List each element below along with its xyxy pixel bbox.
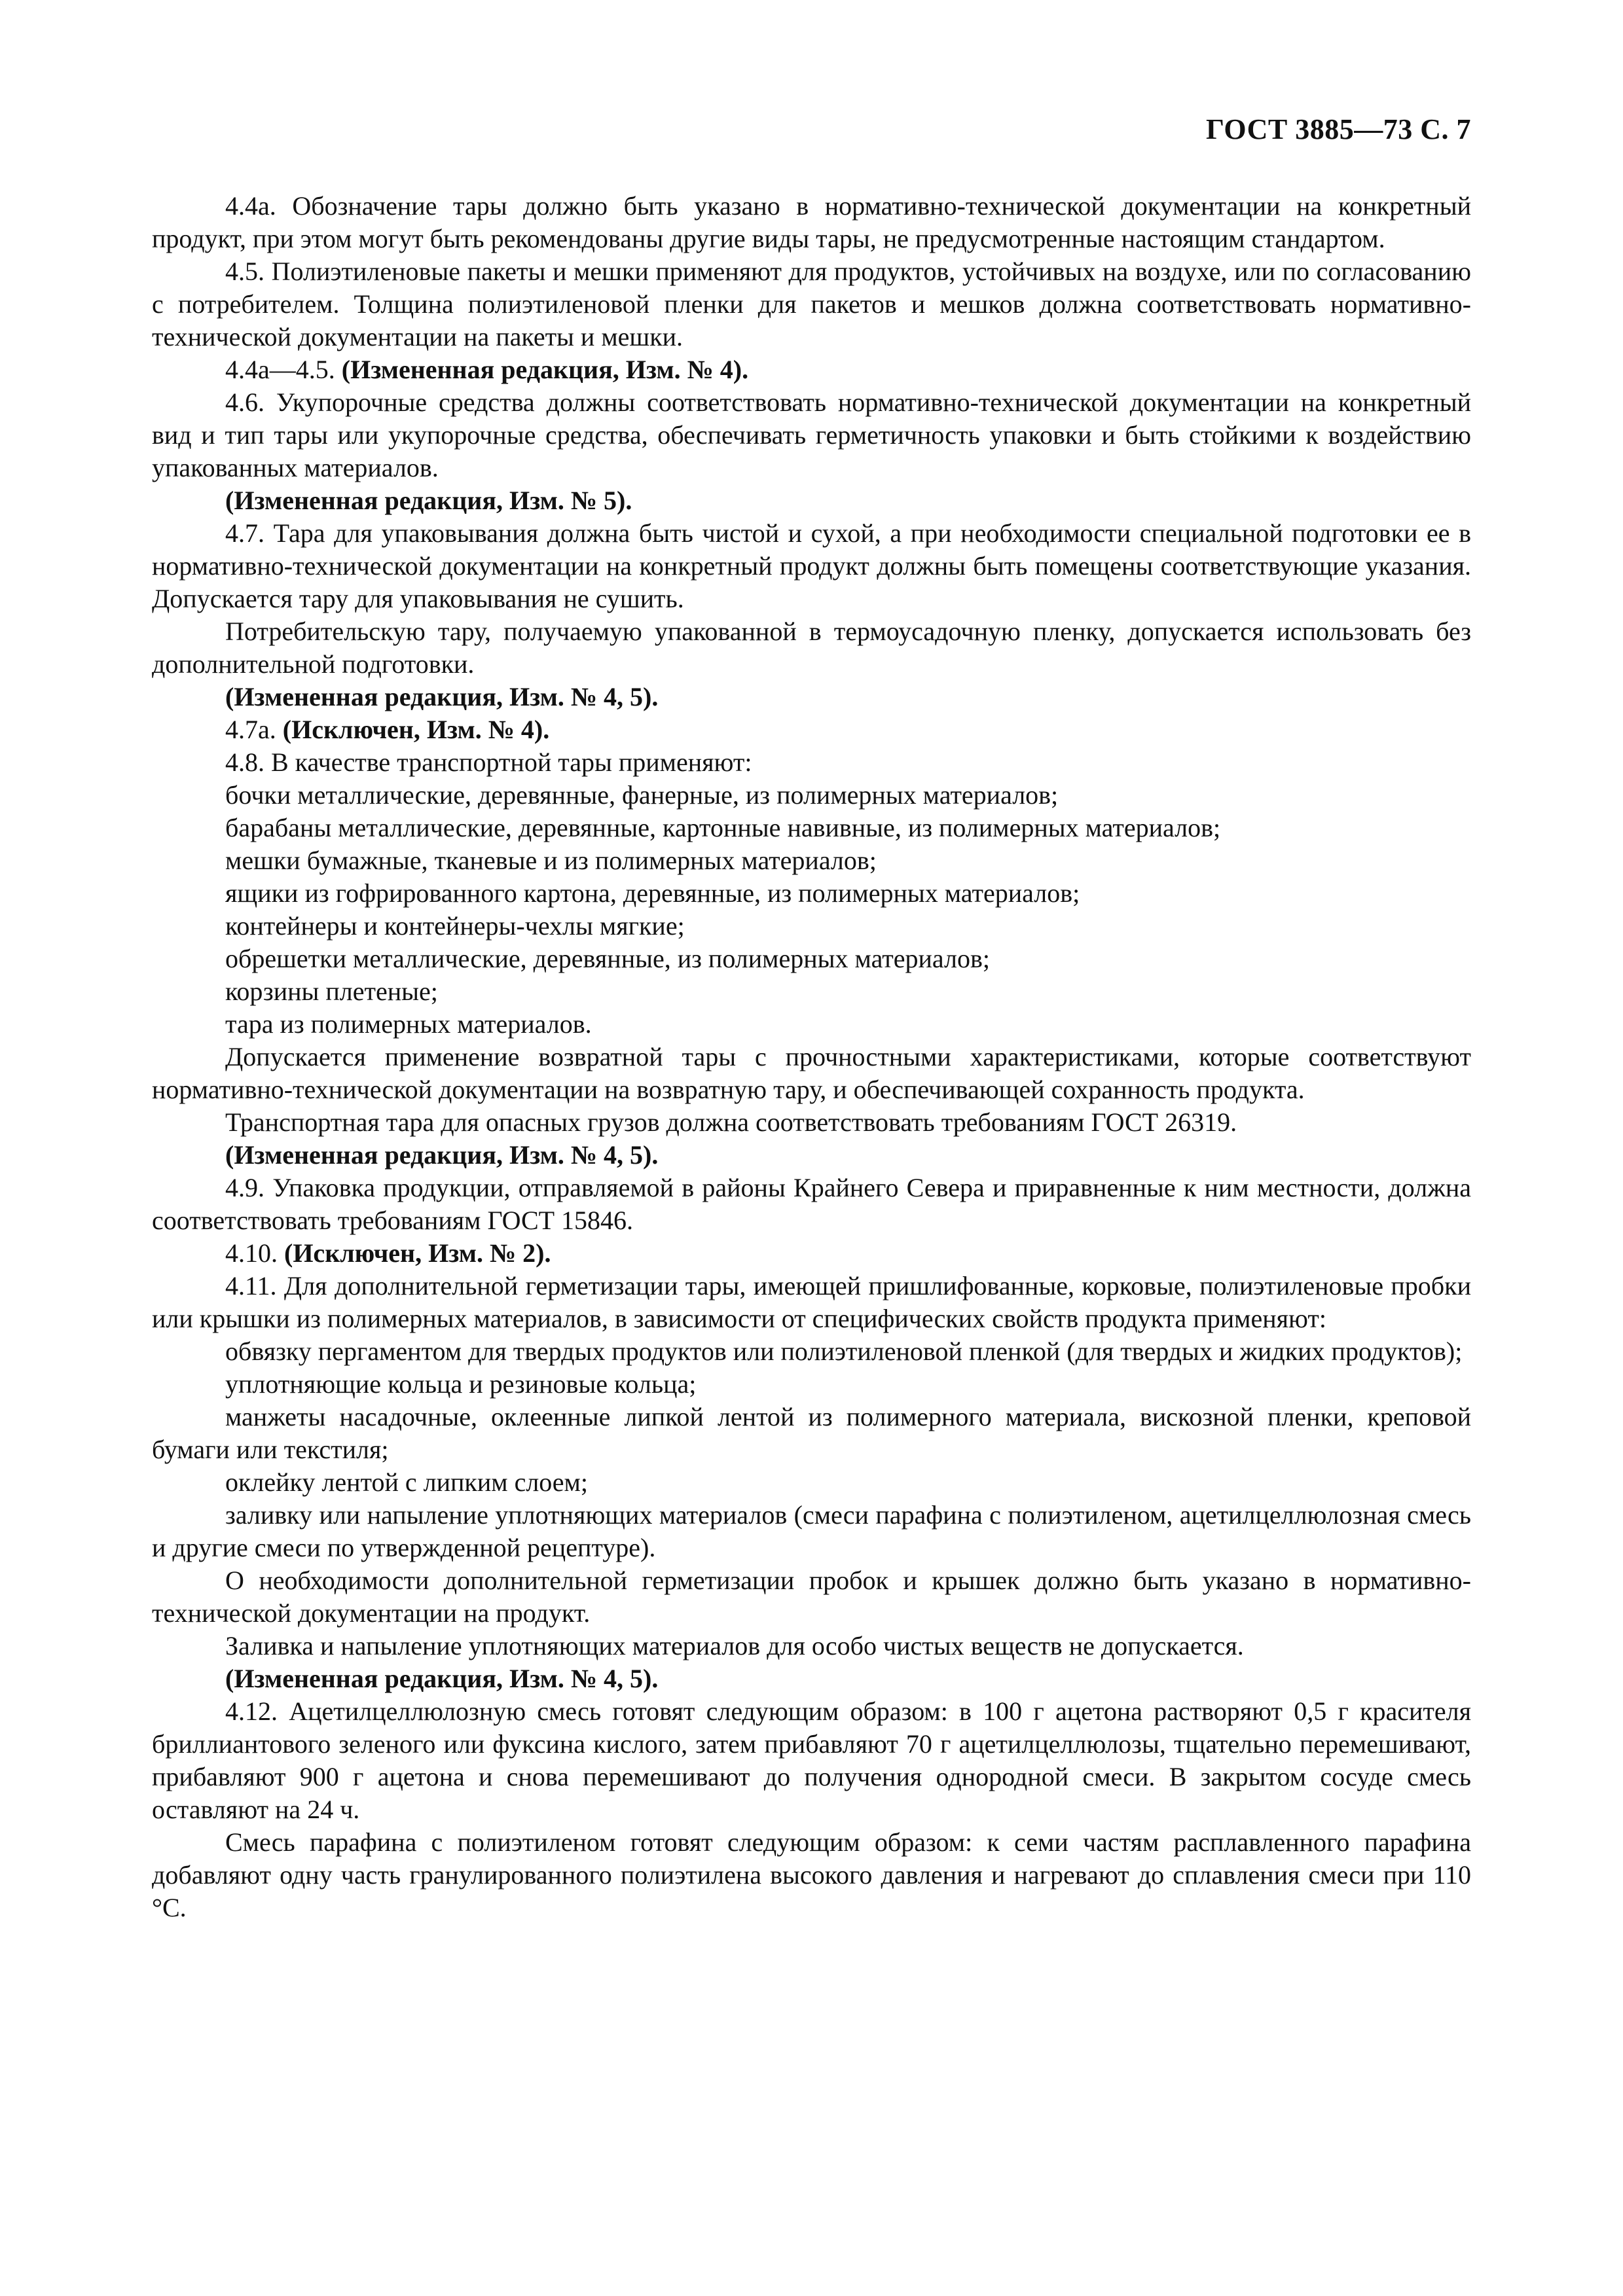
section-paragraphs-4-4a-to-4-8 xyxy=(152,190,1471,779)
paragraph xyxy=(152,255,1471,353)
amendment-note: (Измененная редакция, Изм. № 4, 5). xyxy=(225,682,659,711)
clause-number: 4.12. xyxy=(225,1696,278,1726)
clause-number: 4.4а. xyxy=(225,191,276,221)
paragraph-text: Тара для упаковывания должна быть чистой и сухой, а при необходимости специальной подготовки ее в нормативно-технической документации на конкретный продукт должны быть помещены соответствующие указания. Допускается тару для упаковывания не сушить. xyxy=(152,518,1471,613)
paragraph xyxy=(152,1270,1471,1335)
list-item: манжеты насадочные, оклеенные липкой лентой из полимерного материала, вискозной пленки, креповой бумаги или текстиля; xyxy=(152,1402,1471,1464)
list-item: тара из полимерных материалов. xyxy=(225,1009,592,1039)
paragraph-text: Укупорочные средства должны соответствовать нормативно-технической документации на конкретный вид и тип тары или укупорочные средства, обеспечивать герметичность упаковки и быть стойкими к воздействию упакованных материалов. xyxy=(152,387,1471,482)
amendment-note: (Измененная редакция, Изм. № 5). xyxy=(225,486,632,515)
document-body xyxy=(152,190,1471,1924)
paragraph xyxy=(152,681,1471,713)
section-paragraphs-4-11-to-4-12 xyxy=(152,1564,1471,1924)
list-item: мешки бумажные, тканевые и из полимерных материалов; xyxy=(225,846,877,875)
list-item: обвязку пергаментом для твердых продуктов или полиэтиленовой пленкой (для твердых и жидких продуктов); xyxy=(225,1336,1463,1366)
clause-number: 4.7а. xyxy=(225,715,276,744)
paragraph-text: Смесь парафина с полиэтиленом готовят следующим образом: к семи частям расплавленного парафина добавляют одну часть гранулированного полиэтилена высокого давления и нагревают до сплавления смеси при 110 °С. xyxy=(152,1827,1471,1922)
paragraph xyxy=(152,746,1471,779)
paragraph xyxy=(152,615,1471,681)
paragraph-text xyxy=(335,355,342,384)
amendment-note: (Измененная редакция, Изм. № 4). xyxy=(341,355,749,384)
list-item: барабаны металлические, деревянные, картонные навивные, из полимерных материалов; xyxy=(225,813,1221,842)
list-item: оклейку лентой с липким слоем; xyxy=(225,1467,588,1497)
amendment-note: (Исключен, Изм. № 2). xyxy=(284,1238,551,1268)
paragraph xyxy=(152,713,1471,746)
paragraph-text: В качестве транспортной тары применяют: xyxy=(264,747,752,777)
paragraph-text: Полиэтиленовые пакеты и мешки применяют для продуктов, устойчивых на воздухе, или по согласованию с потребителем. Толщина полиэтиленовой пленки для пакетов и мешков должна соответствовать нормативно-технической документации на пакеты и мешки. xyxy=(152,257,1471,351)
clause-number: 4.5. xyxy=(225,257,264,286)
paragraph-text: Упаковка продукции, отправляемой в районы Крайнего Севера и приравненные к ним местности, должна соответствовать требованиям ГОСТ 15846. xyxy=(152,1173,1471,1235)
paragraph-text xyxy=(278,1238,284,1268)
paragraph-text: Заливка и напыление уплотняющих материалов для особо чистых веществ не допускается. xyxy=(225,1631,1244,1660)
clause-number: 4.11. xyxy=(225,1271,277,1300)
clause-number: 4.7. xyxy=(225,518,264,548)
list-item: обрешетки металлические, деревянные, из полимерных материалов; xyxy=(225,944,990,973)
list-item: уплотняющие кольца и резиновые кольца; xyxy=(225,1369,697,1399)
list-item: контейнеры и контейнеры-чехлы мягкие; xyxy=(225,911,685,941)
paragraph xyxy=(152,484,1471,517)
amendment-note: (Измененная редакция, Изм. № 4, 5). xyxy=(225,1140,659,1170)
paragraph xyxy=(152,1041,1471,1106)
list-item: корзины плетеные; xyxy=(225,977,438,1006)
paragraph-text: Обозначение тары должно быть указано в нормативно-технической документации на конкретный продукт, при этом могут быть рекомендованы другие виды тары, не предусмотренные настоящим стандартом. xyxy=(152,191,1471,253)
clause-number: 4.6. xyxy=(225,387,264,417)
paragraph-text: Транспортная тара для опасных грузов должна соответствовать требованиям ГОСТ 26319. xyxy=(225,1107,1237,1137)
paragraph-text: Потребительскую тару, получаемую упакованной в термоусадочную пленку, допускается использовать без дополнительной подготовки. xyxy=(152,617,1471,679)
list-sealing-methods xyxy=(152,1335,1471,1564)
paragraph xyxy=(152,1172,1471,1237)
paragraph xyxy=(152,190,1471,255)
paragraph xyxy=(152,353,1471,386)
paragraph-text: Ацетилцеллюлозную смесь готовят следующим образом: в 100 г ацетона растворяют 0,5 г красителя бриллиантового зеленого или фуксина кислого, затем прибавляют 70 г ацетилцеллюлозы, тщательно перемешивают, прибавляют 900 г ацетона и снова перемешивают до получения однородной смеси. В закрытом сосуде смесь оставляют на 24 ч. xyxy=(152,1696,1471,1824)
paragraph xyxy=(152,517,1471,615)
section-paragraphs-4-8-to-4-11 xyxy=(152,1041,1471,1335)
clause-number: 4.10. xyxy=(225,1238,278,1268)
paragraph xyxy=(152,1139,1471,1172)
clause-number: 4.9. xyxy=(225,1173,264,1202)
paragraph-text: Допускается применение возвратной тары с прочностными характеристиками, которые соответствуют нормативно-технической документации на возвратную тару, и обеспечивающей сохранность продукта. xyxy=(152,1042,1471,1104)
clause-number: 4.8. xyxy=(225,747,264,777)
paragraph-text: О необходимости дополнительной герметизации пробок и крышек должно быть указано в нормативно-технической документации на продукт. xyxy=(152,1566,1471,1628)
list-item: бочки металлические, деревянные, фанерные, из полимерных материалов; xyxy=(225,780,1059,810)
paragraph xyxy=(152,1662,1471,1695)
paragraph xyxy=(152,1695,1471,1826)
paragraph xyxy=(152,1564,1471,1630)
clause-number: 4.4а—4.5. xyxy=(225,355,335,384)
paragraph-text: Для дополнительной герметизации тары, имеющей пришлифованные, корковые, полиэтиленовые пробки или крышки из полимерных материалов, в зависимости от специфических свойств продукта применяют: xyxy=(152,1271,1471,1333)
paragraph xyxy=(152,1630,1471,1662)
paragraph xyxy=(152,1237,1471,1270)
list-transport-containers xyxy=(152,779,1471,1041)
amendment-note: (Исключен, Изм. № 4). xyxy=(282,715,550,744)
paragraph xyxy=(152,1826,1471,1924)
paragraph xyxy=(152,1106,1471,1139)
list-item: заливку или напыление уплотняющих материалов (смеси парафина с полиэтиленом, ацетилцеллюлозная смесь и другие смеси по утвержденной рецептуре). xyxy=(152,1500,1471,1562)
amendment-note: (Измененная редакция, Изм. № 4, 5). xyxy=(225,1664,659,1693)
page-header: ГОСТ 3885—73 С. 7 xyxy=(1205,113,1471,145)
paragraph-text xyxy=(276,715,283,744)
list-item: ящики из гофрированного картона, деревянные, из полимерных материалов; xyxy=(225,878,1080,908)
paragraph xyxy=(152,386,1471,484)
